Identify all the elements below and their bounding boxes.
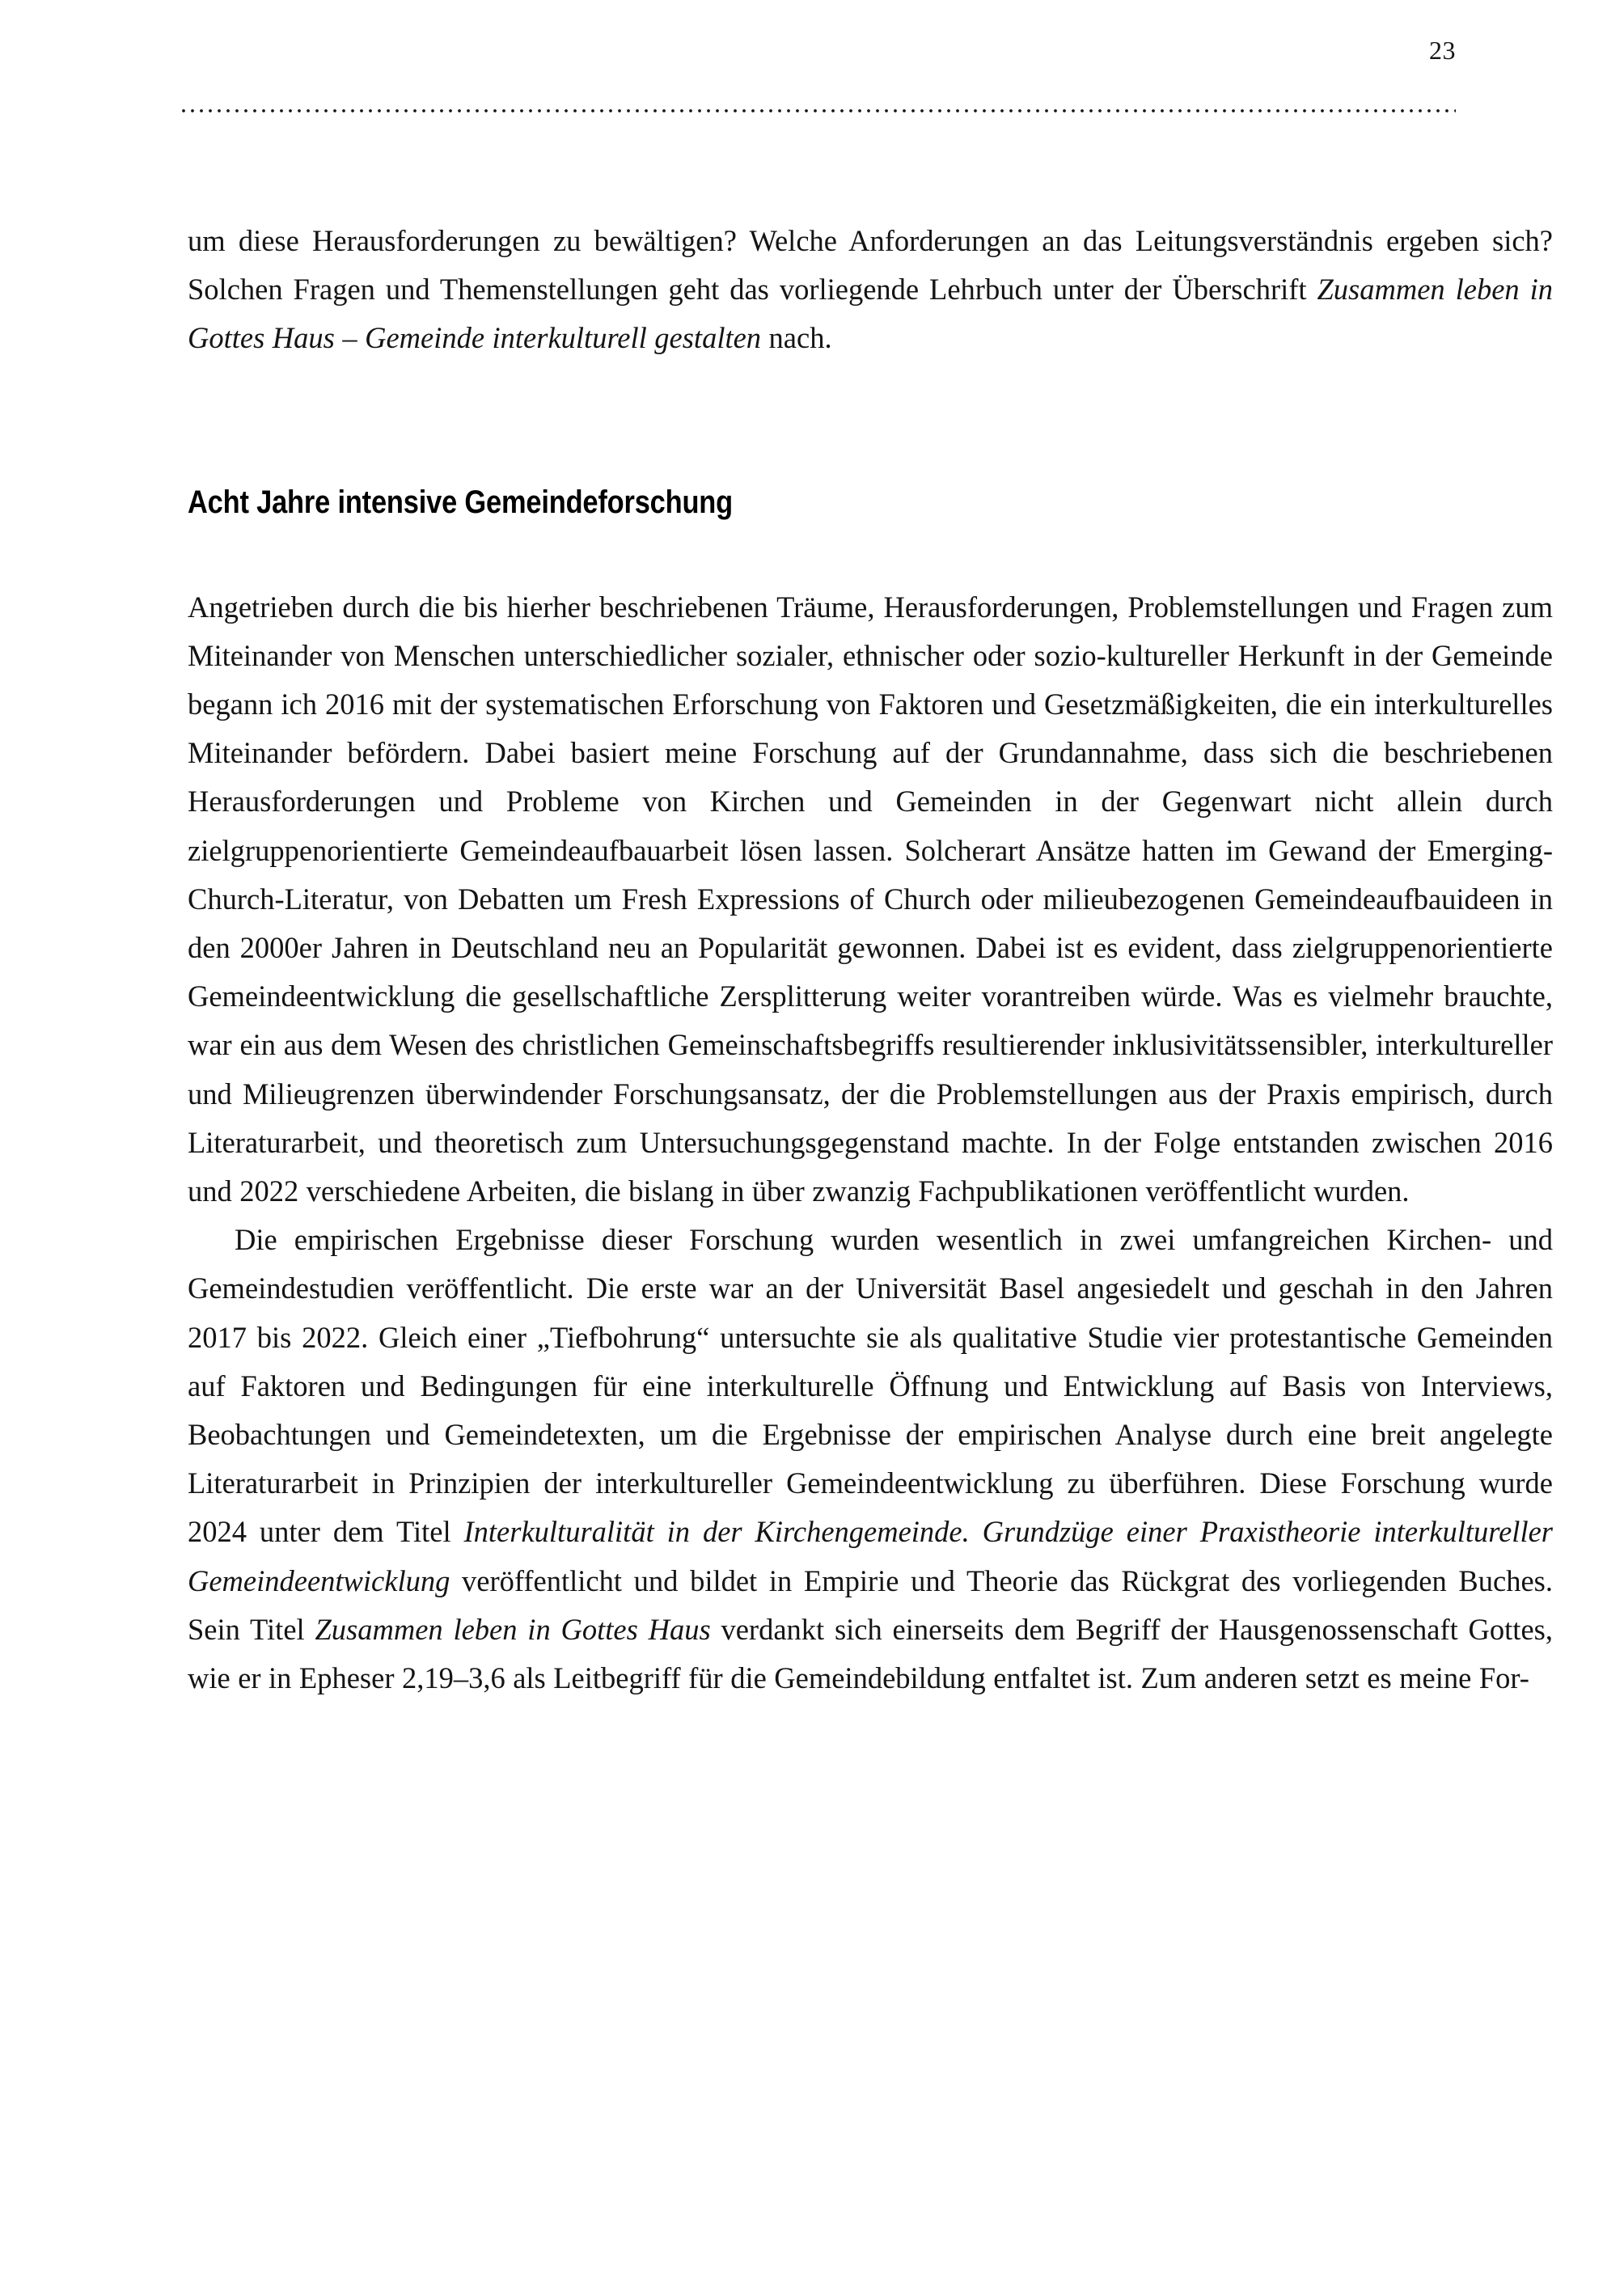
intro-text-part1: um diese Herausforderungen zu bewältigen? Welche Anforderungen an das Leitungsverständnis ergeben sich? Solchen Fragen und Themenstellungen geht das vorliegende Lehrbuch unter der Überschrift — [188, 224, 1553, 307]
text-block — [188, 217, 1553, 1703]
running-head — [0, 37, 1624, 126]
paragraph-one: Angetrieben durch die bis hierher beschriebenen Träume, Herausforderungen, Problemstellungen und Fragen zum Miteinander von Menschen unterschiedlicher sozialer, ethnischer oder sozio-kultureller Herkunft in der Gemeinde begann ich 2016 mit der systematischen Erforschung von Faktoren und Gesetzmäßigkeiten, die ein interkulturelles Miteinander befördern. Dabei basiert meine Forschung auf der Grundannahme, dass sich die beschriebenen Herausforderungen und Probleme von Kirchen und Gemeinden in der Gegenwart nicht allein durch zielgruppenorientierte Gemeindeaufbauarbeit lösen lassen. Solcherart Ansätze hatten im Gewand der Emerging-Church-Literatur, von Debatten um Fresh Expressions of Church oder milieubezogenen Gemeindeaufbauideen in den 2000er Jahren in Deutschland neu an Popularität gewonnen. Dabei ist es evident, dass zielgruppenorientierte Gemeindeentwicklung die gesellschaftliche Zersplitterung weiter vorantreiben würde. Was es vielmehr brauchte, war ein aus dem Wesen des christlichen Gemeinschaftsbegriffs resultierender inklusivitätssensibler, interkultureller und Milieugrenzen überwindender Forschungsansatz, der die Problemstellungen aus der Praxis empirisch, durch Literaturarbeit, und theoretisch zum Untersuchungsgegenstand machte. In der Folge entstanden zwischen 2016 und 2022 verschiedene Arbeiten, die bislang in über zwanzig Fachpublikationen veröffentlicht wurden. — [188, 590, 1553, 1208]
intro-italic-book-title: Zusammen leben in Gottes Haus – Gemeinde interkulturell gestalten — [188, 273, 1553, 355]
paragraph-two-part3: verdankt sich einerseits dem Begriff der Hausgenossenschaft Gottes, wie er in Epheser 2,19–3,6 als Leitbegriff für die Gemeindebildung entfaltet ist. Zum anderen setzt es meine For- — [188, 1612, 1553, 1695]
spacer-after-heading — [188, 522, 1553, 583]
spacer-before-heading — [188, 363, 1553, 483]
paragraph-two-italic-title-one: Interkulturalität in der Kirchengemeinde. Grundzüge einer Praxistheorie interkultureller Gemeindeentwicklung — [188, 1515, 1553, 1597]
paragraph-two-italic-title-two: Zusammen leben in Gottes Haus — [315, 1612, 711, 1646]
paragraph-two-part1: Die empirischen Ergebnisse dieser Forschung wurden wesentlich in zwei umfangreichen Kirchen- und Gemeindestudien veröffentlicht. Die erste war an der Universität Basel angesiedelt und geschah in den Jahren 2017 bis 2022. Gleich einer „Tiefbohrung“ untersuchte sie als qualitative Studie vier protestantische Gemeinden auf Faktoren und Bedingungen für eine interkulturelle Öffnung und Entwicklung auf Basis von Interviews, Beobachtungen und Gemeindetexten, um die Ergebnisse der empirischen Analyse durch eine breit angelegte Literaturarbeit in Prinzipien der interkultureller Gemeindeentwicklung zu überführen. Diese Forschung wurde 2024 unter dem Titel — [188, 1223, 1553, 1549]
section-heading: Acht Jahre intensive Gemeindeforschung — [188, 484, 733, 520]
intro-paragraph — [188, 217, 1553, 363]
paragraph-two — [188, 1216, 1553, 1703]
page-number: 23 — [1429, 36, 1456, 65]
paragraph-two-part2: veröffentlicht und bildet in Empirie und Theorie das Rückgrat des vorliegenden Buches. Sein Titel — [188, 1563, 1553, 1646]
intro-text-part2: nach. — [761, 321, 832, 355]
header-dotted-rule — [181, 108, 1456, 113]
